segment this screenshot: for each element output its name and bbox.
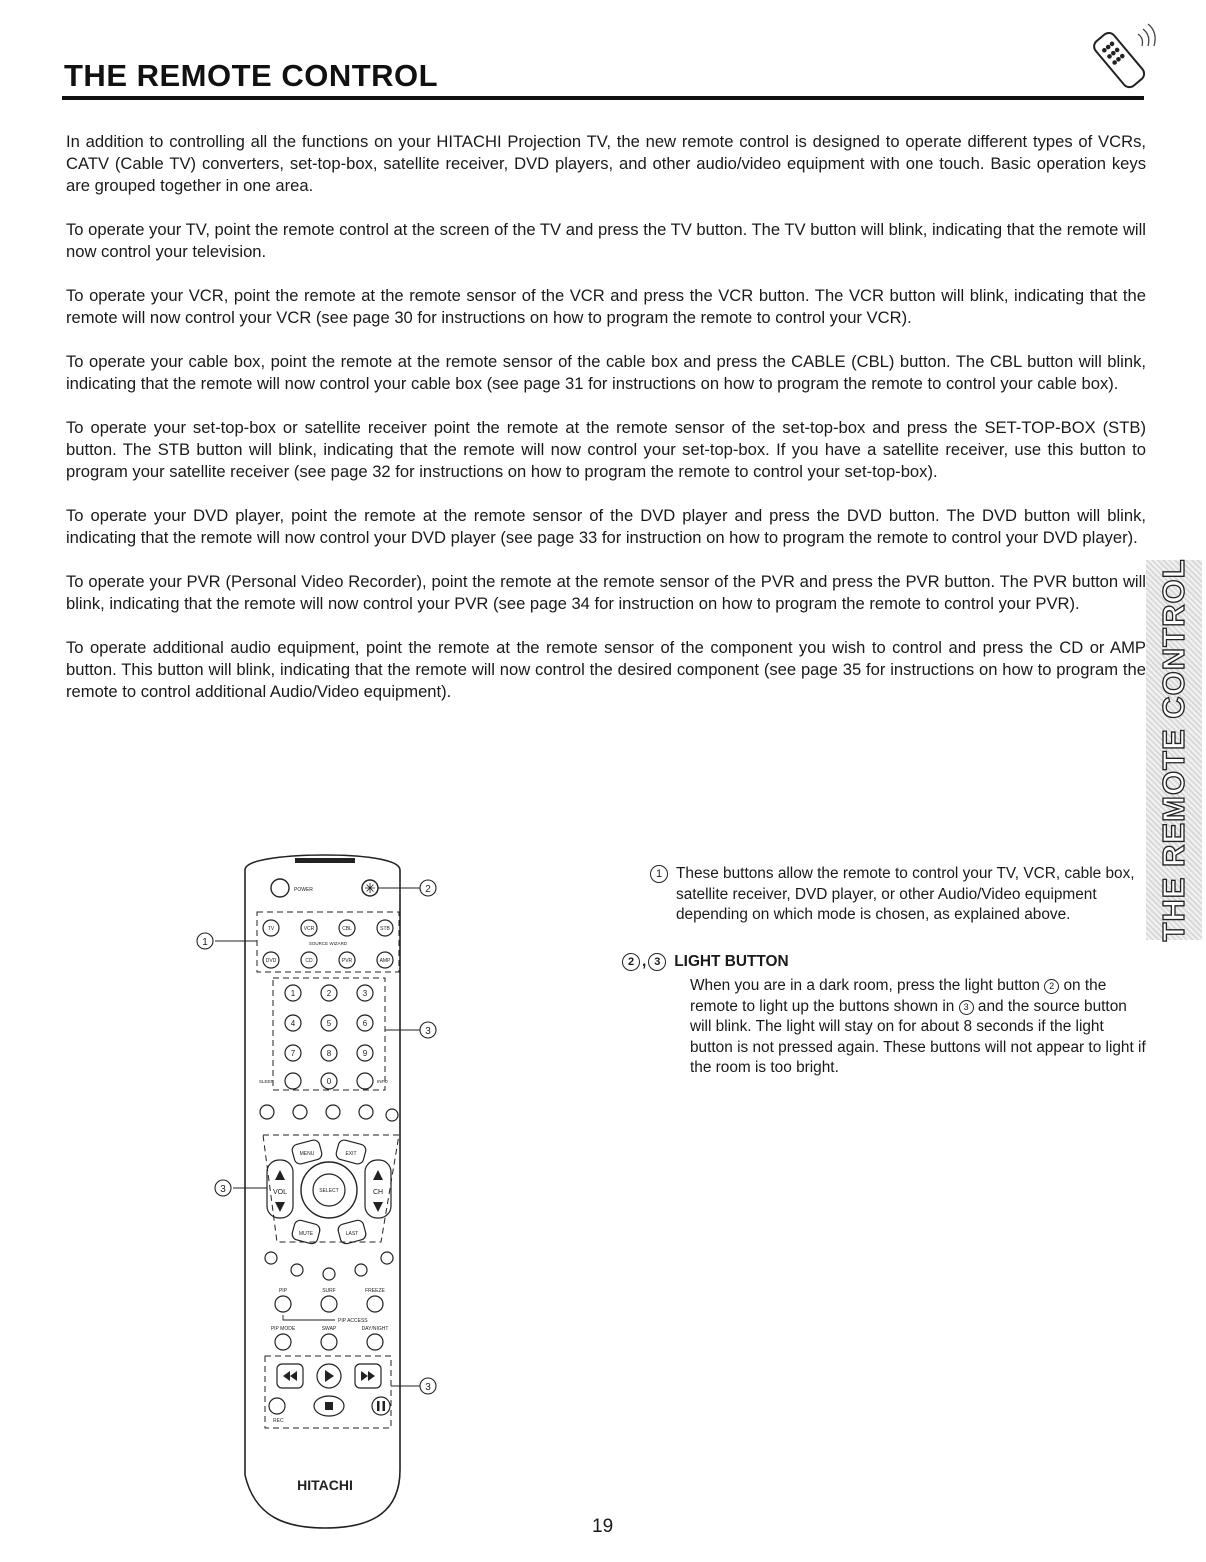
intro-paragraph: To operate your cable box, point the remote at the remote sensor of the cable box and press the CABLE (CBL) button. The CBL button will blink, indicating that the remote will now control your cable box (see page 31 for instructions on how to program the remote to control your cable box). [66, 352, 1146, 393]
marker-separator: , [642, 952, 647, 970]
callout-3: 3 [425, 1026, 431, 1037]
page-number: 19 [592, 1516, 614, 1537]
sleep-label: SLEEP [259, 1079, 274, 1084]
dvd-button: DVD [265, 958, 277, 964]
side-tab-label: THE REMOTE CONTROL [1156, 558, 1191, 942]
stb-button: STB [380, 926, 390, 932]
vol-label: VOL [272, 1189, 288, 1196]
page-title: THE REMOTE CONTROL [64, 58, 439, 93]
light-button-heading [622, 952, 1146, 973]
remote-control-icon [1080, 20, 1160, 90]
number-key: 1 [290, 989, 296, 998]
pvr-button: PVR [341, 958, 353, 964]
amp-button: AMP [379, 958, 391, 964]
note-source-buttons-text: These buttons allow the remote to control your TV, VCR, cable box, satellite receiver, DVD player, or other Audio/Video equipment depending on which mode is chosen, as explained above. [676, 865, 1135, 923]
surf-label: SURF [322, 1288, 336, 1294]
callout-marker-3: 3 [648, 953, 666, 971]
callout-3: 3 [220, 1184, 226, 1195]
power-label: POWER [294, 887, 313, 893]
tv-button: TV [267, 926, 275, 932]
rec-label: REC [273, 1418, 284, 1424]
number-key: 6 [362, 1019, 368, 1028]
callout-notes [627, 864, 1146, 1079]
inline-marker-2: 2 [1044, 979, 1059, 994]
light-button-text [690, 976, 1146, 1079]
brand-logo: HITACHI [297, 1477, 353, 1493]
swap-label: SWAP [321, 1326, 337, 1332]
ch-label: CH [372, 1189, 384, 1196]
intro-paragraph: In addition to controlling all the functions on your HITACHI Projection TV, the new remote control is designed to operate different types of VCRs, CATV (Cable TV) converters, set-top-box, satellite receiver, DVD players, and other audio/video equipment with one touch. Basic operation keys are grouped together in one area. [66, 132, 1146, 195]
title-rule [62, 96, 1144, 100]
number-key: 9 [362, 1049, 368, 1058]
callout-1: 1 [202, 937, 208, 948]
select-label: SELECT [319, 1188, 339, 1194]
number-key: 7 [290, 1049, 296, 1058]
pip-label: PIP [278, 1288, 288, 1294]
number-key: 4 [290, 1019, 296, 1028]
remote-control-diagram [185, 850, 465, 1530]
number-key: 3 [362, 989, 368, 998]
intro-paragraph: To operate your PVR (Personal Video Recorder), point the remote at the remote sensor of the PVR and press the PVR button. The PVR button will blink, indicating that the remote will now control your PVR (see page 34 for instruction on how to program the remote to control your PVR). [66, 572, 1146, 613]
note-light-button [627, 952, 1146, 1079]
intro-paragraph: To operate your DVD player, point the remote at the remote sensor of the DVD player and press the DVD button. The DVD button will blink, indicating that the remote will now control your DVD player (see page 33 for instruction on how to program the remote to control your DVD player). [66, 506, 1146, 547]
ir-window [295, 858, 355, 863]
cd-button: CD [305, 958, 313, 964]
callout-marker-1: 1 [650, 865, 668, 883]
freeze-label: FREEZE [365, 1288, 385, 1294]
inline-marker-3: 3 [959, 1000, 974, 1015]
light-button-text-part: When you are in a dark room, press the light button [690, 977, 1045, 994]
note-source-buttons [650, 864, 1146, 926]
menu-label: MENU [299, 1151, 315, 1157]
vcr-button: VCR [303, 926, 315, 932]
cbl-button: CBL [342, 926, 352, 932]
info-label: INFO [377, 1079, 388, 1084]
callout-2: 2 [425, 884, 431, 895]
pip-access-label: PIP ACCESS [338, 1318, 368, 1324]
mute-label: MUTE [298, 1231, 314, 1237]
last-label: LAST [345, 1231, 359, 1237]
source-wizard-label: SOURCE WIZARD [308, 941, 348, 946]
intro-text [66, 131, 1146, 725]
pip-mode-label: PIP MODE [270, 1326, 296, 1332]
light-button-label: LIGHT BUTTON [674, 952, 789, 970]
intro-paragraph: To operate additional audio equipment, point the remote at the remote sensor of the component you wish to control and press the CD or AMP button. This button will blink, indicating that the remote will now control the desired component (see page 35 for instructions on how to program the remote to control additional Audio/Video equipment). [66, 638, 1146, 701]
intro-paragraph: To operate your VCR, point the remote at the remote sensor of the VCR and press the VCR button. The VCR button will blink, indicating that the remote will now control your VCR (see page 30 for instructions on how to program the remote to control your VCR). [66, 286, 1146, 327]
number-key: 0 [326, 1077, 332, 1086]
light-button-text-part: on the remote to light up the buttons shown in [690, 977, 1107, 1015]
intro-paragraph: To operate your set-top-box or satellite receiver point the remote at the remote sensor of the set-top-box and press the SET-TOP-BOX (STB) button. The STB button will blink, indicating that the remote will now control your set-top-box. If you have a satellite receiver, use this button to program your satellite receiver (see page 32 for instructions on how to program the remote to control your set-top-box). [66, 418, 1146, 481]
section-side-tab [1146, 560, 1202, 940]
day-night-label: DAY/NIGHT [361, 1326, 389, 1332]
number-key: 5 [326, 1019, 332, 1028]
number-key: 8 [326, 1049, 332, 1058]
number-key: 2 [326, 989, 332, 998]
callout-3: 3 [425, 1382, 431, 1393]
exit-label: EXIT [345, 1151, 357, 1157]
callout-marker-2: 2 [622, 953, 640, 971]
intro-paragraph: To operate your TV, point the remote control at the screen of the TV and press the TV button. The TV button will blink, indicating that the remote will now control your television. [66, 220, 1146, 261]
light-button-text-part: and the source button will blink. The light will stay on for about 8 seconds if the light button is not pressed again. These buttons will not appear to light if the room is too bright. [690, 997, 1146, 1076]
